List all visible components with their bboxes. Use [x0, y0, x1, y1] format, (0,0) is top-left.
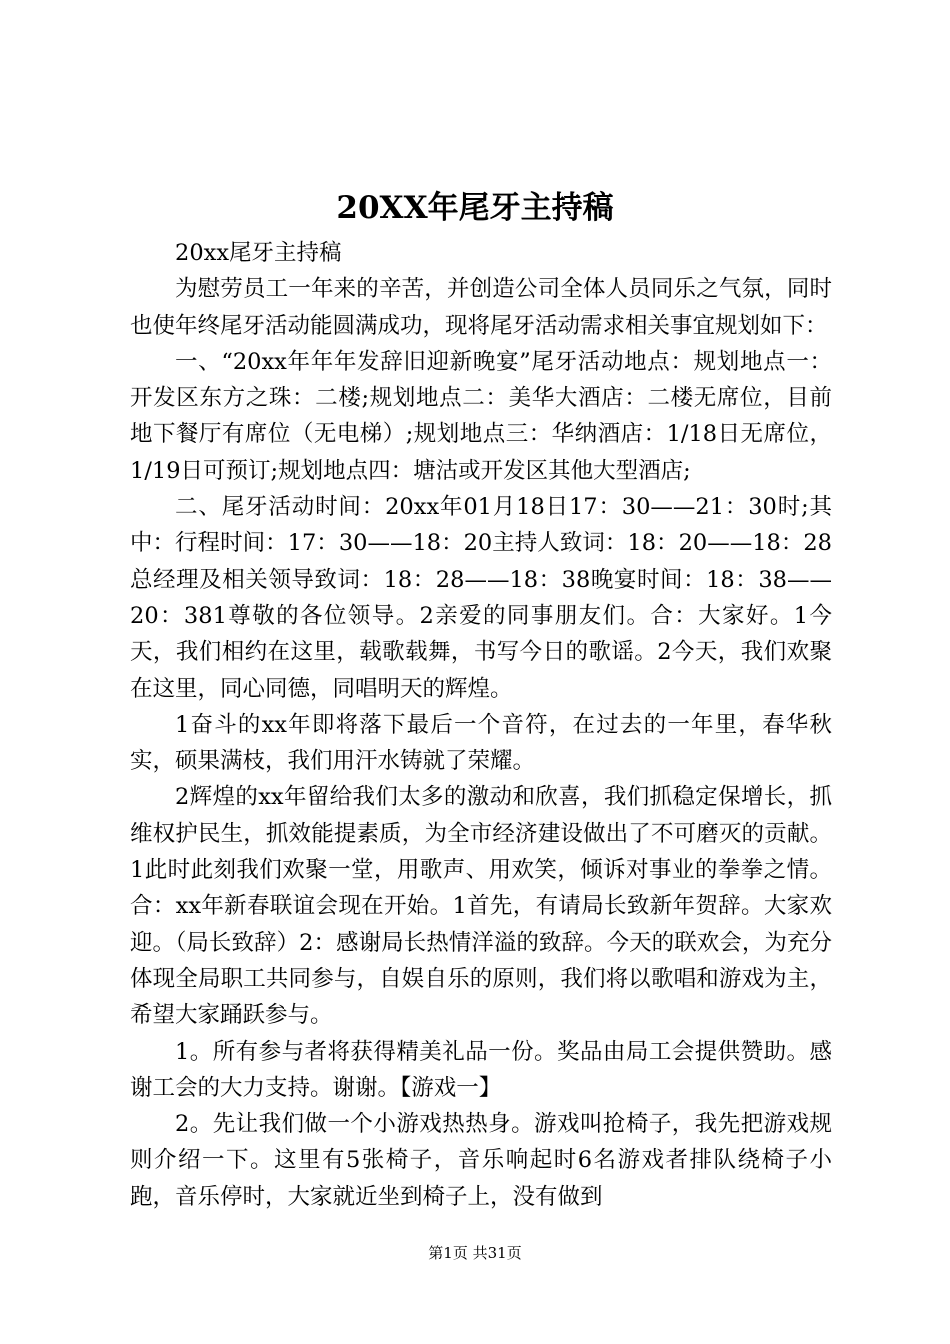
paragraph-intro: 为慰劳员工一年来的辛苦，并创造公司全体人员同乐之气氛，同时也使年终尾牙活动能圆满成功，现将尾牙活动需求相关事宜规划如下：: [130, 276, 832, 339]
page-number-footer: 第1页 共31页: [428, 1244, 522, 1262]
document-body: [130, 235, 832, 1215]
paragraph-game: 2。先让我们做一个小游戏热热身。游戏叫抢椅子，我先把游戏规则介绍一下。这里有5张椅子，音乐响起时6名游戏者排队绕椅子小跑，音乐停时，大家就近坐到椅子上，没有做到: [130, 1111, 832, 1210]
paragraph-prizes: 1。所有参与者将获得精美礼品一份。奖品由局工会提供赞助。感谢工会的大力支持。谢谢。【游戏一】: [130, 1038, 832, 1101]
document-title: 20XX年尾牙主持稿: [336, 190, 614, 226]
paragraph-schedule: 二、尾牙活动时间：20xx年01月18日17：30——21：30时;其中：行程时间：17：30——18：20主持人致词：18：20——18：28总经理及相关领导致词：18：28——18：38晚宴时间：18：38——20：381尊敬的各位领导。2亲爱的同事朋友们。合：大家好。1今天，我们相约在这里，载歌载舞，书写今日的歌谣。2今天，我们欢聚在这里，同心同德，同唱明天的辉煌。: [130, 494, 832, 702]
paragraph-subtitle: 20xx尾牙主持稿: [175, 240, 342, 266]
paragraph-host-line-2: 2辉煌的xx年留给我们太多的激动和欣喜，我们抓稳定保增长，抓维权护民生，抓效能提素质，为全市经济建设做出了不可磨灭的贡献。1此时此刻我们欢聚一堂，用歌声、用欢笑，倾诉对事业的拳拳之情。合：xx年新春联谊会现在开始。1首先，有请局长致新年贺辞。大家欢迎。（局长致辞）2：感谢局长热情洋溢的致辞。今天的联欢会，为充分体现全局职工共同参与，自娱自乐的原则，我们将以歌唱和游戏为主，希望大家踊跃参与。: [130, 784, 832, 1029]
paragraph-host-line-1: 1奋斗的xx年即将落下最后一个音符，在过去的一年里，春华秋实，硕果满枝，我们用汗水铸就了荣耀。: [130, 711, 832, 775]
paragraph-venue: 一、“20xx年年年发辞旧迎新晚宴”尾牙活动地点：规划地点一：开发区东方之珠：二楼;规划地点二：美华大酒店：二楼无席位，目前地下餐厅有席位（无电梯）;规划地点三：华纳酒店：1/18日无席位，1/19日可预订;规划地点四：塘沽或开发区其他大型酒店;: [130, 348, 832, 484]
